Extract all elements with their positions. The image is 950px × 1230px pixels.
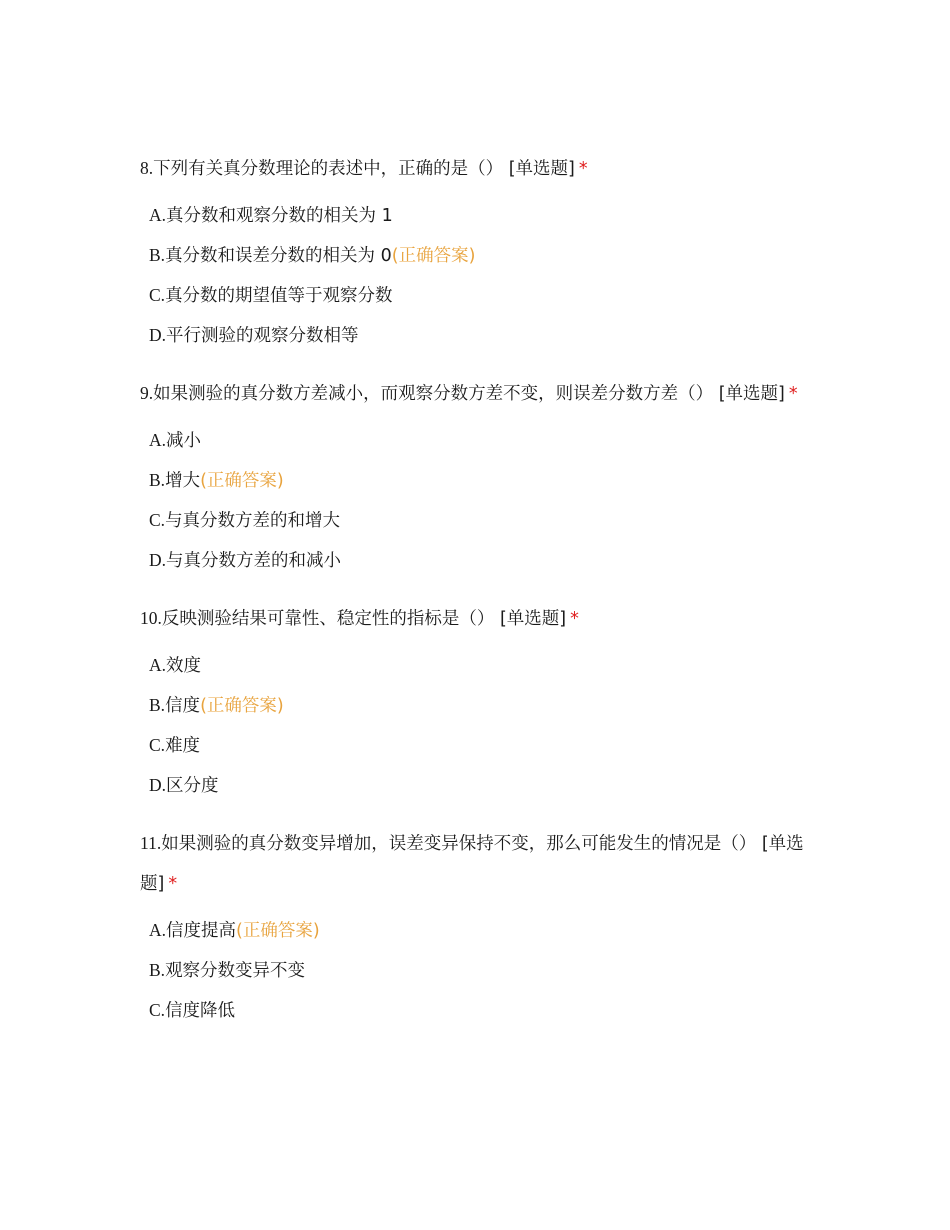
correct-answer-tag: (正确答案) <box>391 246 476 266</box>
option-text: 减小 <box>166 431 202 451</box>
option-key: A. <box>149 430 167 450</box>
correct-answer-tag: (正确答案) <box>200 696 284 716</box>
correct-answer-tag: (正确答案) <box>236 921 320 941</box>
question-title <box>140 148 820 189</box>
option-key: D. <box>149 325 167 345</box>
correct-answer-tag: (正确答案) <box>200 471 284 491</box>
required-mark: * <box>788 384 798 404</box>
question-text: 反映测验结果可靠性、稳定性的指标是（） <box>161 609 495 629</box>
option-c[interactable] <box>140 725 820 765</box>
option-text: 平行测验的观察分数相等 <box>166 326 359 346</box>
option-key: D. <box>149 550 167 570</box>
options-list <box>140 645 820 805</box>
option-text: 与真分数方差的和增大 <box>165 511 341 531</box>
option-key: A. <box>149 920 167 940</box>
option-key: A. <box>149 205 167 225</box>
option-key: B. <box>149 470 166 490</box>
question-type: [单选题] <box>718 384 785 404</box>
option-key: B. <box>149 695 166 715</box>
option-b[interactable] <box>140 235 820 275</box>
option-key: B. <box>149 245 166 265</box>
option-c[interactable] <box>140 275 820 315</box>
option-a[interactable] <box>140 195 820 235</box>
question-number: 8. <box>140 158 154 178</box>
option-text: 真分数的期望值等于观察分数 <box>165 286 393 306</box>
option-d[interactable] <box>140 315 820 355</box>
options-list <box>140 420 820 580</box>
option-c[interactable] <box>140 990 820 1030</box>
option-b[interactable] <box>140 460 820 500</box>
question-8 <box>140 148 820 355</box>
option-a[interactable] <box>140 645 820 685</box>
option-key: C. <box>149 1000 166 1020</box>
required-mark: * <box>578 159 588 179</box>
question-type: [单选题] <box>499 609 567 629</box>
question-text: 如果测验的真分数方差减小，而观察分数方差不变，则误差分数方差（） <box>153 384 714 404</box>
option-text: 信度 <box>165 696 201 716</box>
option-b[interactable] <box>140 685 820 725</box>
option-d[interactable] <box>140 765 820 805</box>
option-key: A. <box>149 655 167 675</box>
option-text: 难度 <box>165 736 201 756</box>
option-a[interactable] <box>140 420 820 460</box>
required-mark: * <box>168 874 178 894</box>
option-text: 观察分数变异不变 <box>165 961 306 981</box>
question-text: 如果测验的真分数变异增加，误差变异保持不变，那么可能发生的情况是（） <box>161 834 757 854</box>
question-text: 下列有关真分数理论的表述中，正确的是（） <box>153 159 504 179</box>
option-a[interactable] <box>140 910 820 950</box>
option-text: 区分度 <box>166 776 219 796</box>
required-mark: * <box>570 609 579 629</box>
question-number: 9. <box>140 383 154 403</box>
option-key: C. <box>149 285 166 305</box>
question-11 <box>140 823 820 1030</box>
option-text: 信度降低 <box>165 1001 236 1021</box>
option-text: 与真分数方差的和减小 <box>166 551 342 571</box>
question-title <box>140 598 820 639</box>
question-type: [单选题] <box>140 834 804 894</box>
option-key: B. <box>149 960 166 980</box>
options-list <box>140 195 820 355</box>
option-key: C. <box>149 735 166 755</box>
question-list <box>140 148 820 1048</box>
option-key: C. <box>149 510 166 530</box>
option-text: 效度 <box>166 656 202 676</box>
option-b[interactable] <box>140 950 820 990</box>
question-9 <box>140 373 820 580</box>
question-10 <box>140 598 820 805</box>
option-c[interactable] <box>140 500 820 540</box>
question-number: 10. <box>140 608 162 628</box>
question-title <box>140 823 820 904</box>
option-text: 真分数和观察分数的相关为 1 <box>166 206 393 226</box>
question-title <box>140 373 820 414</box>
option-text: 信度提高 <box>166 921 237 941</box>
question-number: 11. <box>140 833 162 853</box>
options-list <box>140 910 820 1030</box>
question-type: [单选题] <box>508 159 575 179</box>
option-text: 增大 <box>165 471 201 491</box>
option-key: D. <box>149 775 167 795</box>
option-text: 真分数和误差分数的相关为 0 <box>165 246 392 266</box>
option-d[interactable] <box>140 540 820 580</box>
